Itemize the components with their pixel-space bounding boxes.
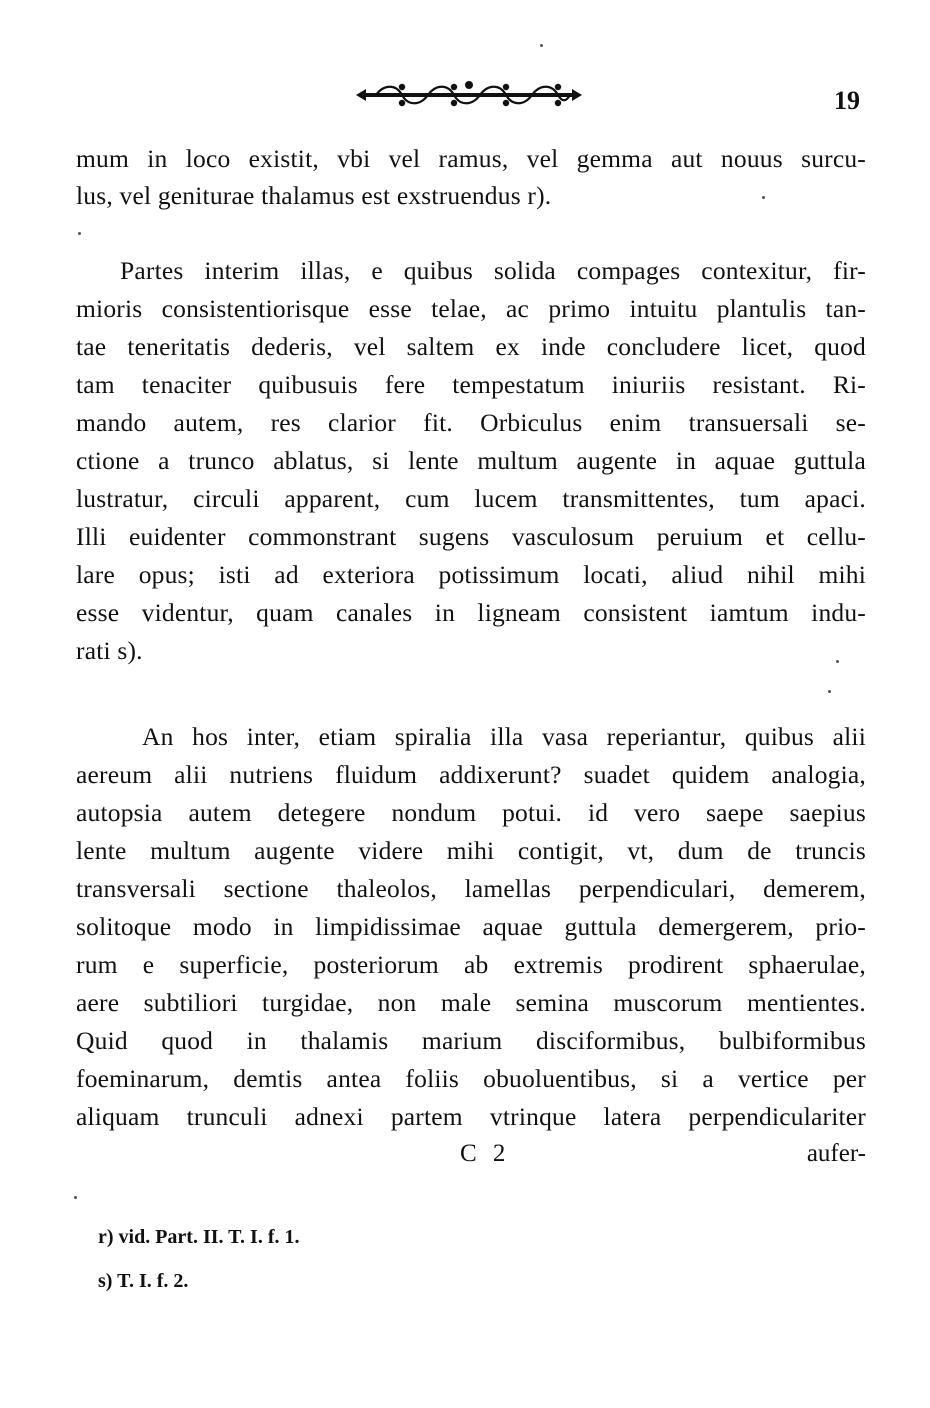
scan-speck — [828, 690, 831, 693]
text-line: transversali sectione thaleolos, lamellas perpendiculari, demerem, — [76, 874, 866, 903]
text-line: rum e superficie, posteriorum ab extremis prodirent sphaerulae, — [76, 950, 866, 979]
text-line: lente multum augente videre mihi contigit, vt, dum de truncis — [76, 836, 866, 865]
text-line: mando autem, res clarior fit. Orbiculus enim transuersali se- — [76, 408, 866, 437]
text-line: tae teneritatis dederis, vel saltem ex inde concludere licet, quod — [76, 332, 866, 361]
text-line: solitoque modo in limpidissimae aquae guttula demergerem, prio- — [76, 912, 866, 941]
text-line: Partes interim illas, e quibus solida compages contexitur, fir- — [120, 256, 866, 285]
text-line: Illi euidenter commonstrant sugens vasculosum peruium et cellu- — [76, 522, 866, 551]
text-line: mum in loco existit, vbi vel ramus, vel gemma aut nouus surcu- — [76, 144, 866, 173]
scan-speck — [78, 232, 81, 235]
text-line: lare opus; isti ad exteriora potissimum locati, aliud nihil mihi — [76, 560, 866, 589]
text-line: aere subtiliori turgidae, non male semina muscorum mentientes. — [76, 988, 866, 1017]
text-line: ctione a trunco ablatus, si lente multum augente in aquae guttula — [76, 446, 866, 475]
page-number: 19 — [834, 86, 860, 115]
footnote: s) T. I. f. 2. — [98, 1270, 189, 1292]
scan-speck — [762, 196, 765, 199]
text-line: An hos inter, etiam spiralia illa vasa reperiantur, quibus alii — [142, 722, 866, 751]
catchword: aufer- — [806, 1140, 866, 1167]
text-line: aereum alii nutriens fluidum addixerunt? suadet quidem analogia, — [76, 760, 866, 789]
text-line: mioris consistentiorisque esse telae, ac primo intuitu plantulis tan- — [76, 294, 866, 323]
text-line: esse videntur, quam canales in ligneam consistent iamtum indu- — [76, 598, 866, 627]
text-line: rati s). — [76, 636, 143, 665]
scan-speck — [540, 44, 543, 47]
signature-mark: C 2 — [460, 1140, 506, 1167]
text-line: lus, vel geniturae thalamus est exstruendus r). — [76, 181, 552, 210]
text-line: tam tenaciter quibusuis fere tempestatum iniuriis resistant. Ri- — [76, 370, 866, 399]
ornamental-vine-band-icon — [352, 80, 586, 110]
scan-speck — [836, 660, 839, 663]
text-line: Quid quod in thalamis marium disciformibus, bulbiformibus — [76, 1026, 866, 1055]
scan-speck — [74, 1196, 77, 1199]
footnote: r) vid. Part. II. T. I. f. 1. — [98, 1226, 300, 1248]
text-line: foeminarum, demtis antea foliis obuoluentibus, si a vertice per — [76, 1064, 866, 1093]
text-line: aliquam trunculi adnexi partem vtrinque latera perpendiculariter — [76, 1102, 866, 1131]
text-line: lustratur, circuli apparent, cum lucem transmittentes, tum apaci. — [76, 484, 866, 513]
text-line: autopsia autem detegere nondum potui. id vero saepe saepius — [76, 798, 866, 827]
